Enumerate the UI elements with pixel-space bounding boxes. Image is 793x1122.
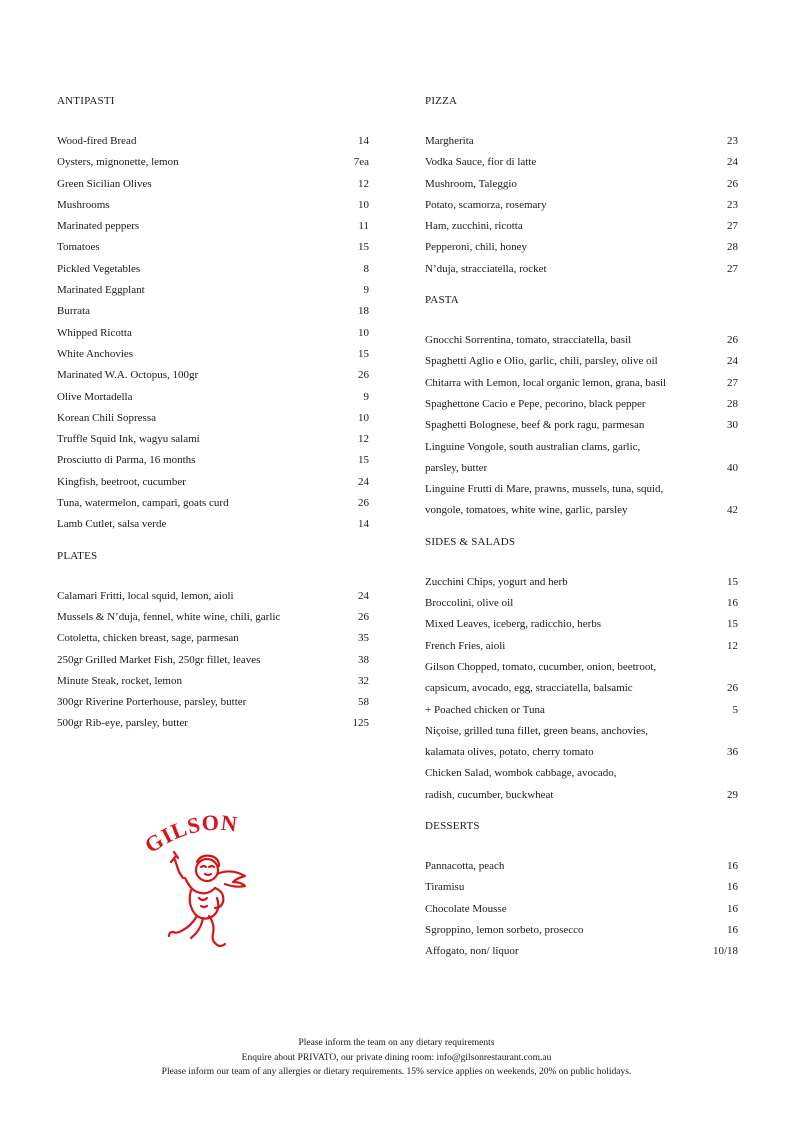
menu-item [57,429,369,450]
menu-item-price: 9 [363,390,369,403]
menu-item-price: 40 [727,461,738,474]
menu-section-desserts [425,820,738,962]
menu-item-name: Marinated peppers [57,220,140,233]
menu-item-name: kalamata olives, potato, cherry tomato [425,746,594,759]
section-title: SIDES & SALADS [425,535,516,548]
menu-item-price: 15 [358,454,369,467]
menu-item-price: 24 [358,475,369,488]
menu-section-pizza [425,95,738,280]
menu-item-price: 26 [358,497,369,510]
menu-item-price: 28 [727,241,738,254]
menu-item-name: Pannacotta, peach [425,860,505,873]
menu-item-price: 58 [358,696,369,709]
menu-item-name: Marinated Eggplant [57,284,145,297]
menu-item-price: 23 [727,135,738,147]
menu-item [57,152,369,173]
menu-item-price: 10/18 [712,945,738,958]
menu-item-price: 27 [727,262,738,275]
logo-text: ILSON [157,812,240,849]
menu-item-price: 27 [727,376,738,389]
menu-item-price: 125 [352,717,369,730]
menu-item [57,174,369,195]
menu-item-name: Spaghetti Bolognese, beef & pork ragu, parmesan [425,419,645,432]
menu-item [425,330,738,351]
menu-item [425,941,738,962]
footer-line-allergies: Please inform our team of any allergies or dietary requirements. 15% service applies on weekends, 20% on public holidays. [161,1067,632,1077]
menu-item-name: Potato, scamorza, rosemary [425,198,547,211]
menu-item [57,472,369,493]
menu-item-price: 30 [727,419,738,432]
menu-section-plates [57,550,369,735]
menu-item-price: 32 [358,674,369,687]
menu-item-name: Broccolini, olive oil [425,597,514,610]
menu-item [57,365,369,386]
menu-item [57,586,369,607]
menu-item-price: 14 [358,518,369,531]
menu-item-name: Minute Steak, rocket, lemon [57,674,182,687]
menu-item-price: 26 [727,334,738,347]
menu-item-price: 12 [358,433,369,446]
menu-item [425,216,738,237]
section-title: PLATES [57,549,98,562]
menu-item-name: Mushroom, Taleggio [425,177,517,190]
menu-item-name: Chocolate Mousse [425,902,507,915]
menu-item [57,692,369,713]
menu-item-name: radish, cucumber, buckwheat [425,788,554,801]
menu-item [425,174,738,195]
menu-item-name: Tuna, watermelon, campari, goats curd [57,497,229,510]
menu-item-name: Vodka Sauce, fior di latte [425,156,537,169]
menu-item [425,259,738,280]
menu-item [425,856,738,877]
menu-item-price: 10 [358,198,369,211]
section-title: PASTA [425,294,459,307]
svg-text:GILSON [145,812,240,858]
menu-item-price: 15 [727,575,738,588]
menu-item [425,614,738,635]
menu-item [425,152,738,173]
menu-item-name: Lamb Cutlet, salsa verde [57,518,167,531]
menu-item [57,493,369,514]
menu-item-price: 24 [358,589,369,602]
menu-item-name: + Poached chicken or Tuna [425,703,545,716]
menu-item-name: Chitarra with Lemon, local organic lemon, grana, basil [425,376,667,389]
menu-item-price: 11 [358,220,369,233]
menu-item-description-line: Chicken Salad, wombok cabbage, avocado, [425,767,617,780]
menu-item-name: Truffle Squid Ink, wagyu salami [57,433,200,446]
menu-item-description-line: Gilson Chopped, tomato, cucumber, onion, beetroot, [425,660,657,673]
menu-item-name: Kingfish, beetroot, cucumber [57,475,186,488]
menu-item-name: 500gr Rib-eye, parsley, butter [57,717,188,730]
menu-item [425,742,738,763]
menu-item-price: 16 [727,860,738,873]
menu-item-price: 15 [727,618,738,631]
menu-item-price: 35 [358,632,369,645]
menu-section-pasta [425,294,738,522]
menu-item-name: Wood-fired Bread [57,135,137,147]
menu-item-name: Sgroppino, lemon sorbeto, prosecco [425,923,584,936]
menu-item [57,514,369,535]
menu-item [57,301,369,322]
menu-item-price: 26 [358,610,369,623]
menu-item-price: 16 [727,597,738,610]
menu-item-name: Pickled Vegetables [57,262,141,275]
section-title: DESSERTS [425,820,480,833]
menu-item-price: 10 [358,411,369,424]
footer-line-dietary: Please inform the team on any dietary requirements [298,1038,495,1048]
section-title: PIZZA [425,95,458,107]
gilson-logo [145,812,255,952]
menu-item-price: 23 [727,198,738,211]
menu-item-price: 24 [727,156,738,169]
menu-item [57,387,369,408]
menu-item-name: 250gr Grilled Market Fish, 250gr fillet, leaves [57,653,261,666]
menu-item-name: N’duja, stracciatella, rocket [425,262,547,275]
menu-item [425,636,738,657]
menu-item-name: Spaghettone Cacio e Pepe, pecorino, black pepper [425,397,646,410]
menu-item [425,500,738,521]
menu-item-price: 15 [358,241,369,254]
menu-item-name: Prosciutto di Parma, 16 months [57,454,196,467]
menu-item-name: vongole, tomatoes, white wine, garlic, parsley [425,504,628,517]
menu-section-antipasti [57,95,369,536]
menu-item-price: 14 [358,135,369,147]
menu-item-name: Mussels & N’duja, fennel, white wine, chili, garlic [57,610,281,623]
menu-section-sides-salads [425,536,738,806]
menu-item [425,572,738,593]
menu-item-price: 27 [727,220,738,233]
menu-item [425,700,738,721]
menu-item-price: 26 [727,177,738,190]
footer [0,1036,793,1080]
menu-item [425,394,738,415]
menu-item [425,593,738,614]
menu-item [57,607,369,628]
menu-item-price: 24 [727,355,738,368]
menu-item [57,131,369,152]
menu-item-price: 16 [727,881,738,894]
menu-item [57,323,369,344]
menu-item-description-line: Linguine Frutti di Mare, prawns, mussels, tuna, squid, [425,483,664,496]
menu-item [57,408,369,429]
menu-item-name: White Anchovies [57,347,134,360]
menu-item-name: Mixed Leaves, iceberg, radicchio, herbs [425,618,602,631]
menu-item-name: Affogato, non/ liquor [425,945,519,958]
menu-item [57,216,369,237]
menu-item [425,458,738,479]
menu-item-name: Oysters, mignonette, lemon [57,156,179,169]
menu-item [425,131,738,152]
menu-item-price: 7ea [353,156,369,169]
menu-item [57,195,369,216]
right-menu-column [425,95,738,977]
menu-item-price: 38 [358,653,369,666]
menu-item [57,450,369,471]
left-menu-column [57,95,369,749]
menu-item-name: Korean Chili Sopressa [57,411,156,424]
menu-item-price: 12 [358,177,369,190]
menu-item-name: Calamari Fritti, local squid, lemon, aioli [57,589,234,602]
menu-item [425,351,738,372]
menu-item [425,237,738,258]
menu-item [57,237,369,258]
menu-item-name: Mushrooms [57,198,110,211]
menu-item-price: 15 [358,347,369,360]
menu-item-name: parsley, butter [425,461,488,474]
menu-item-name: Burrata [57,305,90,318]
menu-item-price: 42 [727,504,738,517]
menu-item [57,671,369,692]
menu-item-name: Green Sicilian Olives [57,177,152,190]
menu-item-name: Cotoletta, chicken breast, sage, parmesan [57,632,239,645]
menu-item [425,877,738,898]
menu-item-name: Whipped Ricotta [57,326,132,339]
menu-item-name: Pepperoni, chili, honey [425,241,528,254]
menu-item-name: Marinated W.A. Octopus, 100gr [57,369,199,382]
menu-item-price: 12 [727,639,738,652]
menu-item [425,785,738,806]
menu-item-price: 18 [358,305,369,318]
menu-item-price: 9 [363,284,369,297]
menu-item-name: Margherita [425,135,474,147]
menu-item-price: 28 [727,397,738,410]
menu-item-name: Tiramisu [425,881,465,894]
menu-item-price: 29 [727,788,738,801]
menu-item-name: Spaghetti Aglio e Olio, garlic, chili, parsley, olive oil [425,355,658,368]
section-title: ANTIPASTI [57,95,115,107]
menu-item [425,678,738,699]
menu-item [57,650,369,671]
menu-item-name: Tomatoes [57,241,100,254]
menu-item [57,280,369,301]
menu-item [57,344,369,365]
menu-item-name: Ham, zucchini, ricotta [425,220,523,233]
menu-item [425,195,738,216]
menu-item [425,373,738,394]
menu-item [425,415,738,436]
menu-item-price: 10 [358,326,369,339]
cherub-logo-icon [145,812,255,952]
menu-item-price: 26 [727,682,738,695]
menu-item-description-line: Linguine Vongole, south australian clams, garlic, [425,440,641,453]
menu-item-price: 8 [363,262,369,275]
menu-item [57,713,369,734]
menu-item [425,920,738,941]
menu-item-name: capsicum, avocado, egg, stracciatella, balsamic [425,682,633,695]
menu-item-price: 16 [727,902,738,915]
menu-item-name: Gnocchi Sorrentina, tomato, stracciatella, basil [425,334,632,347]
menu-item [57,259,369,280]
menu-item [425,899,738,920]
menu-item-price: 16 [727,923,738,936]
menu-item-price: 26 [358,369,369,382]
menu-item-price: 5 [732,703,738,716]
footer-line-privato: Enquire about PRIVATO, our private dining room: info@gilsonrestaurant.com.au [241,1052,552,1063]
menu-item [57,628,369,649]
menu-item-name: French Fries, aioli [425,639,506,652]
menu-item-name: Olive Mortadella [57,390,133,403]
menu-item-price: 36 [727,746,738,759]
menu-item-name: 300gr Riverine Porterhouse, parsley, butter [57,696,247,709]
menu-item-name: Zucchini Chips, yogurt and herb [425,575,568,588]
menu-item-description-line: Niçoise, grilled tuna fillet, green beans, anchovies, [425,724,648,737]
